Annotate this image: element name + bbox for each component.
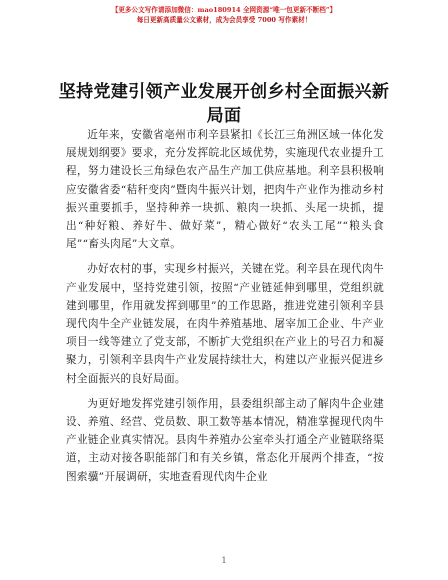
promo-line-2: 每日更新高质量公文素材，成为会员享受 7000 写作素材！ <box>136 16 312 24</box>
page-number: 1 <box>221 556 227 565</box>
document-body <box>66 126 384 493</box>
document-title: 坚持党建引领产业发展开创乡村全面振兴新局面 <box>58 82 390 126</box>
paragraph-1: 近年来，安徽省亳州市利辛县紧扣《长江三角洲区域一体化发展规划纲要》要求，充分发挥皖北区域优势，实施现代农业提升工程，努力建设长三角绿色农产品生产加工供应基地。利辛县积极响应安徽省委“秸秆变肉”暨肉牛振兴计划，把肉牛产业作为推动乡村振兴重要抓手，坚持种养一块抓、粮肉一块抓、头尾一块抓，提出“种好粮、养好牛、做好菜”，精心做好“农头工尾”“粮头食尾”“畜头肉尾”大文章。 <box>66 129 384 251</box>
paragraph-2: 办好农村的事，实现乡村振兴，关键在党。利辛县在现代肉牛产业发展中，坚持党建引领，按照“产业链延伸到哪里，党组织就建到哪里，作用就发挥到哪里”的工作思路，推进党建引领利辛县现代肉牛全产业链发展，在肉牛养殖基地、屠宰加工企业、牛产业项目一线等建立了党支部，不断扩大党组织在产业上的号召力和凝聚力，引领利辛县肉牛产业发展持续壮大，构建以产业振兴促进乡村全面振兴的良好局面。 <box>66 263 384 385</box>
promo-line-1: 【更多公文写作请添加微信：mao180914 全网资源“唯一包更新不断档”】 <box>111 6 337 14</box>
promo-banner <box>0 5 448 25</box>
paragraph-3: 为更好地发挥党建引领作用，县委组织部主动了解肉牛企业建设、养殖、经营、党员数、职工数等基本情况，精准掌握现代肉牛产业链企业真实情况。县肉牛养殖办公室牵头打通全产业链联络渠道，主动对接各职能部门和有关乡镇，常态化开展两个排查，“按图索骥”开展调研，实地查看现代肉牛企业 <box>66 397 384 483</box>
